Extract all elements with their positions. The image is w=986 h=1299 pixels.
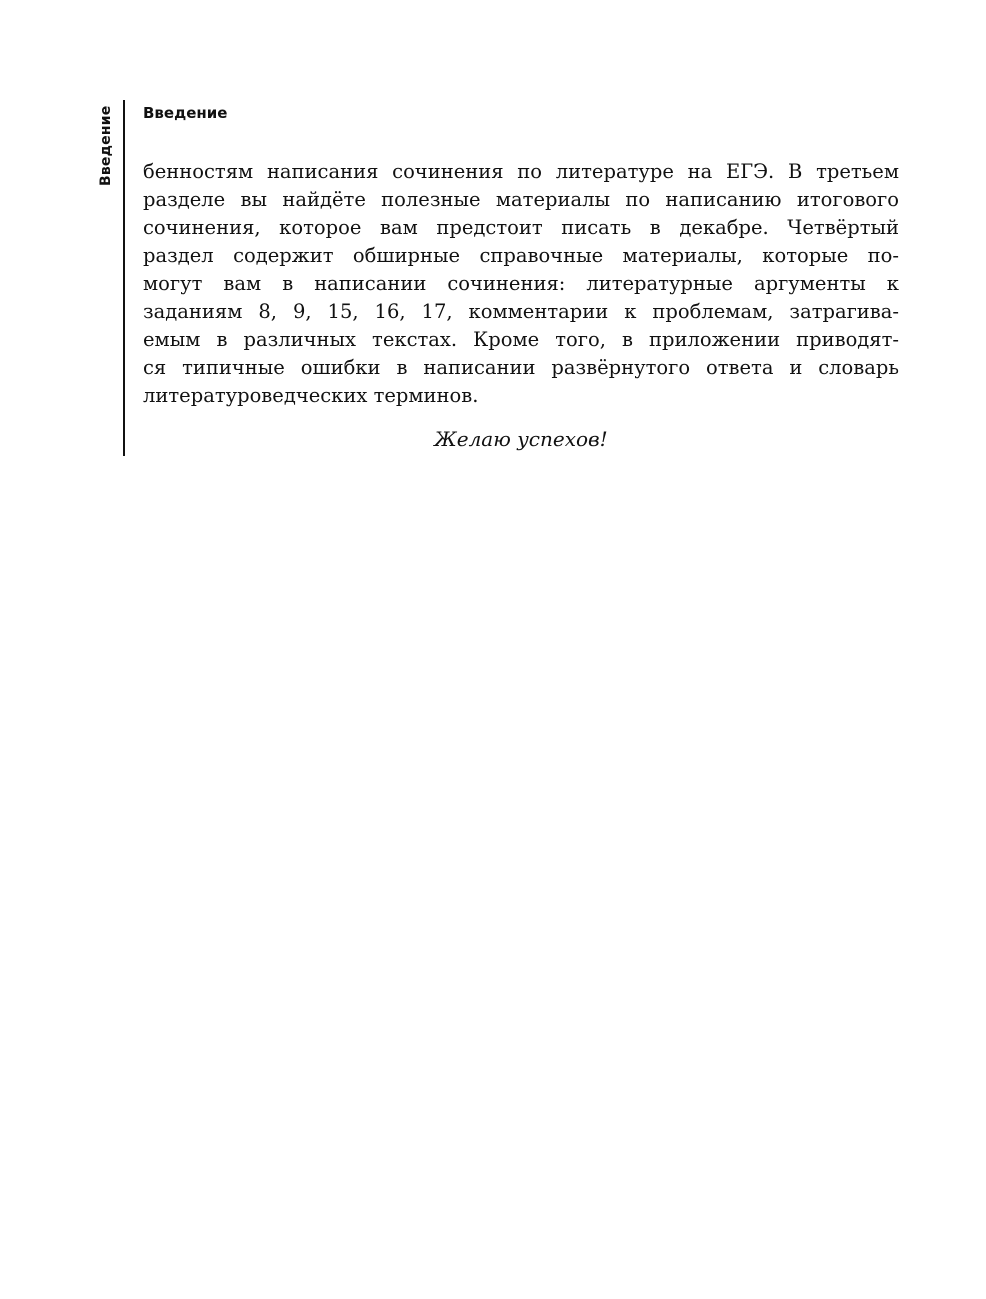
body-line: бенностям написания сочинения по литературе на ЕГЭ. В третьем — [143, 160, 899, 183]
vertical-section-label: Введение — [98, 105, 114, 186]
body-line: емым в различных текстах. Кроме того, в приложении приводят- — [143, 328, 899, 351]
body-line: литературоведческих терминов. — [143, 384, 479, 407]
body-line: раздел содержит обширные справочные материалы, которые по- — [143, 244, 899, 267]
margin-rule — [123, 100, 125, 456]
closing-wish: Желаю успехов! — [434, 427, 608, 451]
body-paragraph — [143, 158, 899, 410]
running-header: Введение — [143, 104, 228, 122]
body-line: разделе вы найдёте полезные материалы по написанию итогового — [143, 188, 899, 211]
body-line: сочинения, которое вам предстоит писать в декабре. Четвёртый — [143, 216, 899, 239]
body-line: ся типичные ошибки в написании развёрнутого ответа и словарь — [143, 356, 899, 379]
body-line: заданиям 8, 9, 15, 16, 17, комментарии к проблемам, затрагива- — [143, 300, 899, 323]
body-line: могут вам в написании сочинения: литературные аргументы к — [143, 272, 899, 295]
